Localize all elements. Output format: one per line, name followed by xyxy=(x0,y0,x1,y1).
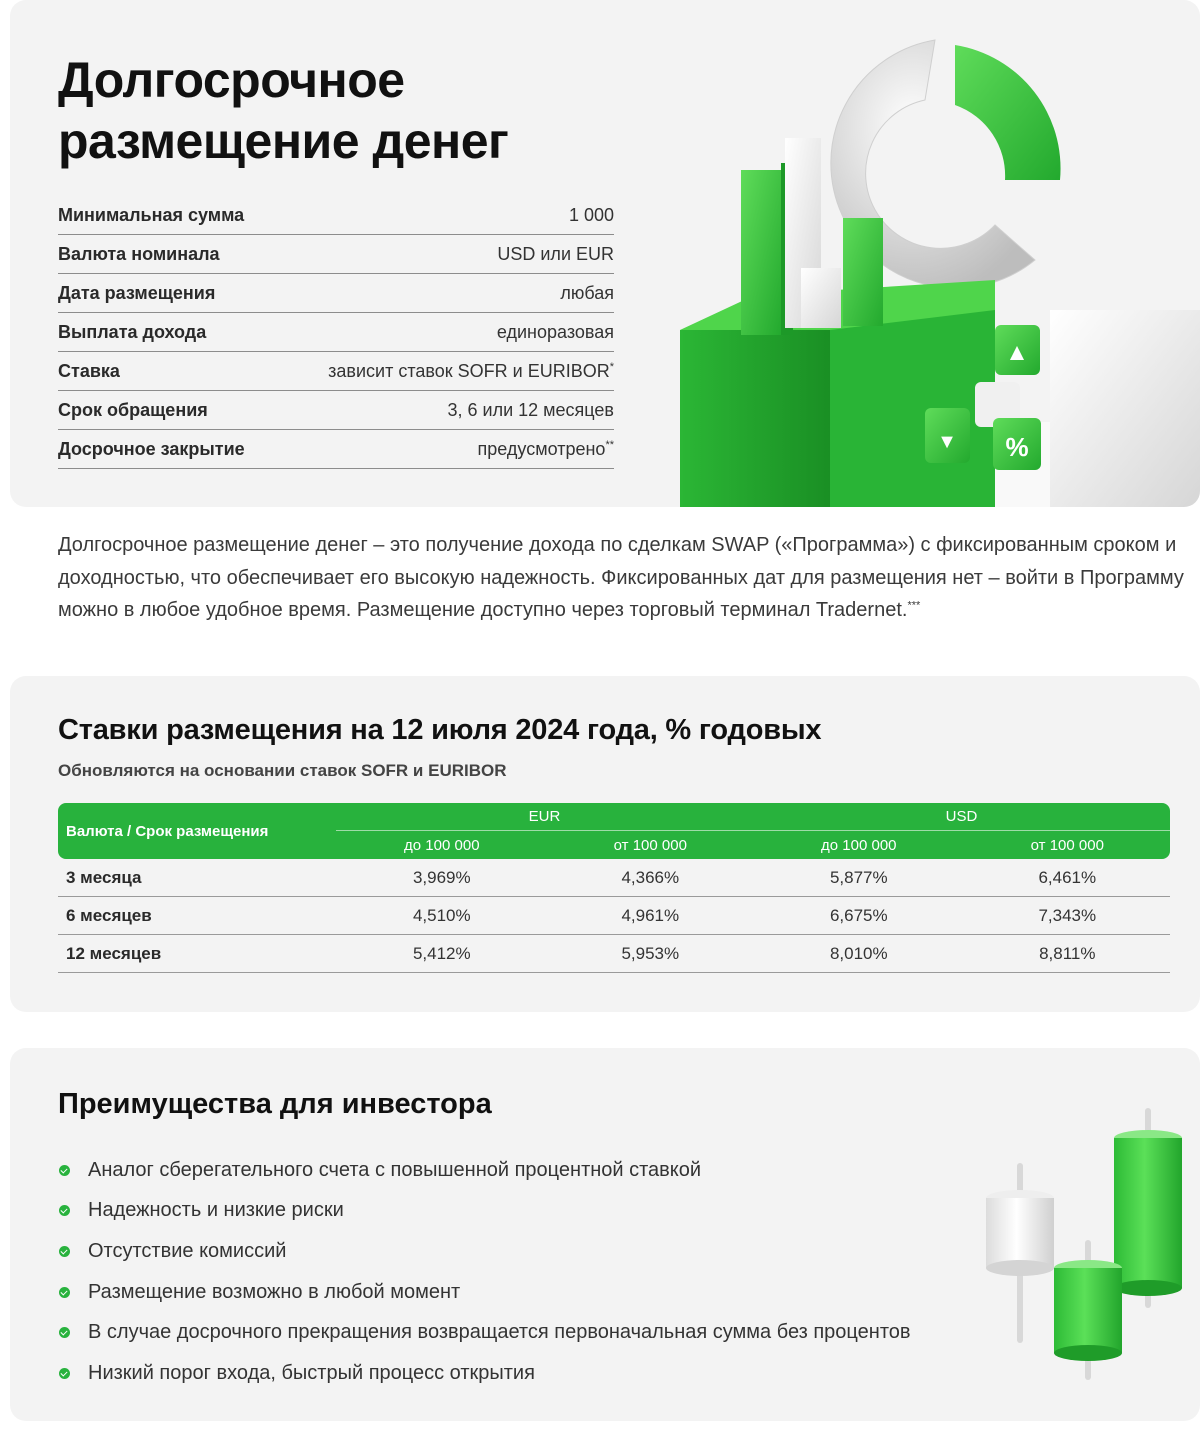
amount-header: до 100 000 xyxy=(753,831,965,860)
rate-cell: 8,010% xyxy=(753,935,965,973)
param-value: любая xyxy=(560,283,614,303)
currency-header-eur: EUR xyxy=(336,803,753,831)
rate-cell: 4,366% xyxy=(548,859,753,897)
rate-cell: 8,811% xyxy=(965,935,1170,973)
term-cell: 3 месяца xyxy=(58,859,336,897)
param-label: Ставка xyxy=(58,361,120,381)
list-item: Отсутствие комиссий xyxy=(58,1231,911,1272)
param-value: 1 000 xyxy=(568,205,614,225)
rates-card xyxy=(10,676,1200,1012)
percent-icon: % xyxy=(1005,432,1029,462)
param-label: Срок обращения xyxy=(58,400,208,420)
rate-cell: 4,510% xyxy=(336,897,548,935)
page-title xyxy=(58,50,508,172)
rate-cell: 5,412% xyxy=(336,935,548,973)
rate-cell: 7,343% xyxy=(965,897,1170,935)
param-label: Минимальная сумма xyxy=(58,205,245,225)
benefits-list xyxy=(58,1150,911,1394)
amount-header: от 100 000 xyxy=(548,831,753,860)
benefits-title: Преимущества для инвестора xyxy=(58,1088,492,1120)
param-row xyxy=(58,392,614,430)
benefits-card xyxy=(10,1048,1200,1421)
title-line-2: размещение денег xyxy=(58,113,509,169)
param-row xyxy=(58,236,614,274)
term-cell: 6 месяцев xyxy=(58,897,336,935)
list-item: Надежность и низкие риски xyxy=(58,1191,911,1232)
table-row xyxy=(58,897,1170,935)
amount-header: от 100 000 xyxy=(965,831,1170,860)
list-item: Аналог сберегательного счета с повышенной процентной ставкой xyxy=(58,1150,911,1191)
param-value: зависит ставок SOFR и EURIBOR* xyxy=(328,361,614,381)
corner-header: Валюта / Срок размещения xyxy=(58,803,336,859)
param-row xyxy=(58,197,614,235)
check-circle-icon xyxy=(59,1246,70,1257)
param-value: 3, 6 или 12 месяцев xyxy=(447,400,614,420)
param-value: предусмотрено** xyxy=(477,439,614,459)
rate-cell: 5,877% xyxy=(753,859,965,897)
check-circle-icon xyxy=(59,1368,70,1379)
check-circle-icon xyxy=(59,1205,70,1216)
candlesticks-illustration xyxy=(970,1078,1190,1398)
param-label: Выплата дохода xyxy=(58,322,207,342)
rates-subtitle: Обновляются на основании ставок SOFR и EURIBOR xyxy=(58,761,507,780)
param-label: Валюта номинала xyxy=(58,244,220,264)
term-cell: 12 месяцев xyxy=(58,935,336,973)
rate-cell: 6,461% xyxy=(965,859,1170,897)
currency-header-usd: USD xyxy=(753,803,1170,831)
list-item: Размещение возможно в любой момент xyxy=(58,1272,911,1313)
title-line-1: Долгосрочное xyxy=(58,52,405,108)
list-item: В случае досрочного прекращения возвращается первоначальная сумма без процентов xyxy=(58,1312,911,1353)
check-circle-icon xyxy=(59,1327,70,1338)
param-value: единоразовая xyxy=(496,322,614,342)
up-arrow-icon: ▲ xyxy=(1005,339,1029,366)
param-label: Досрочное закрытие xyxy=(58,439,245,459)
param-row xyxy=(58,353,614,391)
param-value: USD или EUR xyxy=(497,244,614,264)
check-circle-icon xyxy=(59,1287,70,1298)
param-row xyxy=(58,275,614,313)
rate-cell: 6,675% xyxy=(753,897,965,935)
param-label: Дата размещения xyxy=(58,283,216,303)
params-list xyxy=(58,197,614,469)
param-row xyxy=(58,431,614,469)
rates-table xyxy=(58,803,1170,973)
intro-paragraph: Долгосрочное размещение денег – это получение дохода по сделкам SWAP («Программа») с фиксированным сроком и доходностью, что обеспечивает его высокую надежность. Фиксированных дат для размещения нет – войти в Программу можно в любое удобное время. Размещение доступно через торговый терминал Tradernet.*** xyxy=(58,534,1184,621)
rate-cell: 3,969% xyxy=(336,859,548,897)
rate-cell: 4,961% xyxy=(548,897,753,935)
list-item: Низкий порог входа, быстрый процесс открытия xyxy=(58,1353,911,1394)
check-circle-icon xyxy=(59,1165,70,1176)
rates-title: Ставки размещения на 12 июля 2024 года, % годовых xyxy=(58,714,822,746)
table-row xyxy=(58,935,1170,973)
rate-cell: 5,953% xyxy=(548,935,753,973)
param-row xyxy=(58,314,614,352)
hero-card xyxy=(10,0,1200,507)
down-arrow-icon: ▼ xyxy=(937,431,957,453)
table-row xyxy=(58,859,1170,897)
finance-3d-illustration xyxy=(665,30,1200,507)
amount-header: до 100 000 xyxy=(336,831,548,860)
